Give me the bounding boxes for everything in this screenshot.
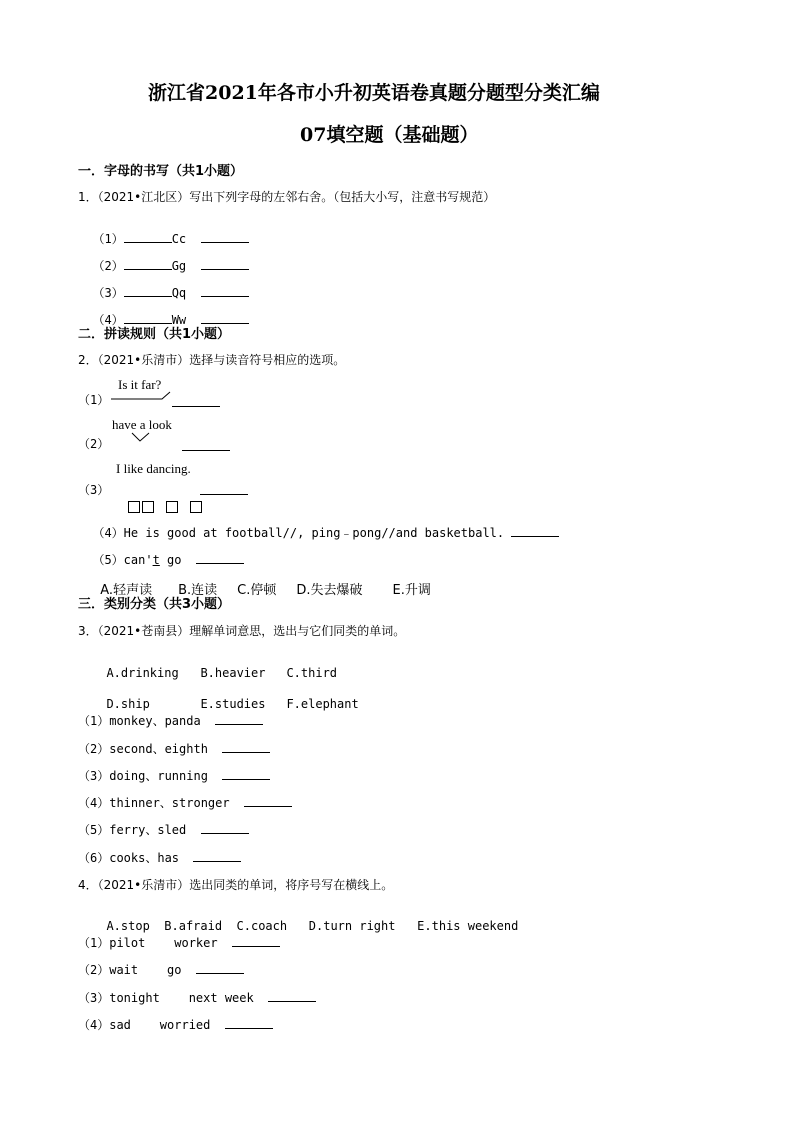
document-title: 浙江省2021年各市小升初英语卷真题分题型分类汇编 <box>148 82 600 104</box>
question-2-stem: 2．（2021•乐清市）选择与读音符号相应的选项。 <box>78 353 346 367</box>
answer-blank[interactable] <box>196 961 244 974</box>
item-text: （2）wait go <box>78 963 182 977</box>
item-number: （2） <box>92 259 124 273</box>
option-b: B.连读 <box>178 583 218 598</box>
answer-blank[interactable] <box>232 934 280 947</box>
q4-item-2 <box>78 961 244 978</box>
q3-item-5 <box>78 821 249 838</box>
section-heading-2: 二．拼读规则（共1小题） <box>78 327 231 342</box>
answer-blank[interactable] <box>222 740 270 753</box>
answer-blank[interactable] <box>268 989 316 1002</box>
item-text: （3）doing、running <box>78 769 208 783</box>
q3-options-row-2 <box>92 683 359 711</box>
section-heading-1: 一．字母的书写（共1小题） <box>78 164 244 179</box>
option-b: B.heavier <box>200 666 266 680</box>
answer-blank[interactable] <box>172 394 220 407</box>
document-subtitle: 07填空题（基础题） <box>300 124 479 146</box>
item-text: （3）tonight next week <box>78 991 254 1005</box>
option-e: E.this weekend <box>417 919 519 933</box>
item-text: （1）monkey、panda <box>78 714 201 728</box>
q3-item-3 <box>78 767 270 784</box>
q3-options-row-1 <box>92 652 337 680</box>
item-text: （4）sad worried <box>78 1018 211 1032</box>
answer-blank[interactable] <box>196 551 244 564</box>
linking-mark-icon <box>131 432 151 444</box>
q4-options <box>92 905 518 933</box>
q2-item-1-number: （1） <box>78 393 110 407</box>
item-text: （2）second、eighth <box>78 742 208 756</box>
letter-pair: Ww <box>171 313 187 327</box>
option-e: E.升调 <box>392 583 431 598</box>
rising-tone-icon <box>110 390 172 402</box>
item-number: （1） <box>92 232 124 246</box>
underlined-t: t <box>152 553 160 567</box>
letter-pair: Gg <box>171 259 187 273</box>
item-text: （4）thinner、stronger <box>78 796 230 810</box>
option-a: A.轻声读 <box>100 583 153 598</box>
q3-item-1 <box>78 712 263 729</box>
item-text: （1）pilot worker <box>78 936 218 950</box>
item-number: （4） <box>92 313 124 327</box>
answer-blank[interactable] <box>244 794 292 807</box>
item-text: go <box>159 553 182 567</box>
item-text: （4）He is good at football//, ping﹣pong//and basketball. <box>92 526 505 540</box>
answer-blank[interactable] <box>193 849 241 862</box>
q2-item-2-number: （2） <box>78 437 110 451</box>
answer-blank[interactable] <box>201 821 249 834</box>
option-c: C.coach <box>236 919 288 933</box>
option-a: A.stop <box>106 919 150 933</box>
item-text: （5）can' <box>92 553 153 567</box>
answer-blank[interactable] <box>222 767 270 780</box>
q4-item-4 <box>78 1016 273 1033</box>
q3-item-6 <box>78 849 241 866</box>
answer-blank[interactable] <box>215 712 263 725</box>
option-d: D.turn right <box>308 919 396 933</box>
phrase-have-a-look: have a look <box>112 417 172 432</box>
question-1-stem: 1．（2021•江北区）写出下列字母的左邻右舍。（包括大小写，注意书写规范） <box>78 190 496 204</box>
answer-blank[interactable] <box>200 482 248 495</box>
q4-item-1 <box>78 934 280 951</box>
phrase-i-like-dancing: I like dancing. <box>116 461 191 476</box>
answer-blank[interactable] <box>201 230 249 243</box>
option-d: D.ship <box>106 697 150 711</box>
q3-item-2 <box>78 740 270 757</box>
letter-pair: Cc <box>171 232 187 246</box>
option-f: F.elephant <box>286 697 359 711</box>
answer-blank[interactable] <box>511 524 559 537</box>
option-c: C.停顿 <box>237 583 277 598</box>
section-heading-3: 三．类别分类（共3小题） <box>78 597 231 612</box>
answer-blank[interactable] <box>201 284 249 297</box>
q3-item-4 <box>78 794 292 811</box>
item-number: （3） <box>92 286 124 300</box>
phrase-is-it-far: Is it far? <box>118 377 162 392</box>
option-a: A.drinking <box>106 666 179 680</box>
option-c: C.third <box>286 666 338 680</box>
letter-pair: Qq <box>171 286 187 300</box>
answer-blank[interactable] <box>124 230 172 243</box>
answer-blank[interactable] <box>201 257 249 270</box>
option-b: B.afraid <box>164 919 223 933</box>
question-4-stem: 4．（2021•乐清市）选出同类的单词，将序号写在横线上。 <box>78 878 394 892</box>
answer-blank[interactable] <box>124 284 172 297</box>
answer-blank[interactable] <box>182 438 230 451</box>
option-e: E.studies <box>200 697 266 711</box>
item-text: （6）cooks、has <box>78 851 180 865</box>
answer-blank[interactable] <box>124 257 172 270</box>
item-text: （5）ferry、sled <box>78 823 187 837</box>
q2-item-3-number: （3） <box>78 483 110 497</box>
question-3-stem: 3．（2021•苍南县）理解单词意思，选出与它们同类的单词。 <box>78 624 406 638</box>
option-d: D.失去爆破 <box>296 583 363 598</box>
q4-item-3 <box>78 989 316 1006</box>
answer-blank[interactable] <box>225 1016 273 1029</box>
